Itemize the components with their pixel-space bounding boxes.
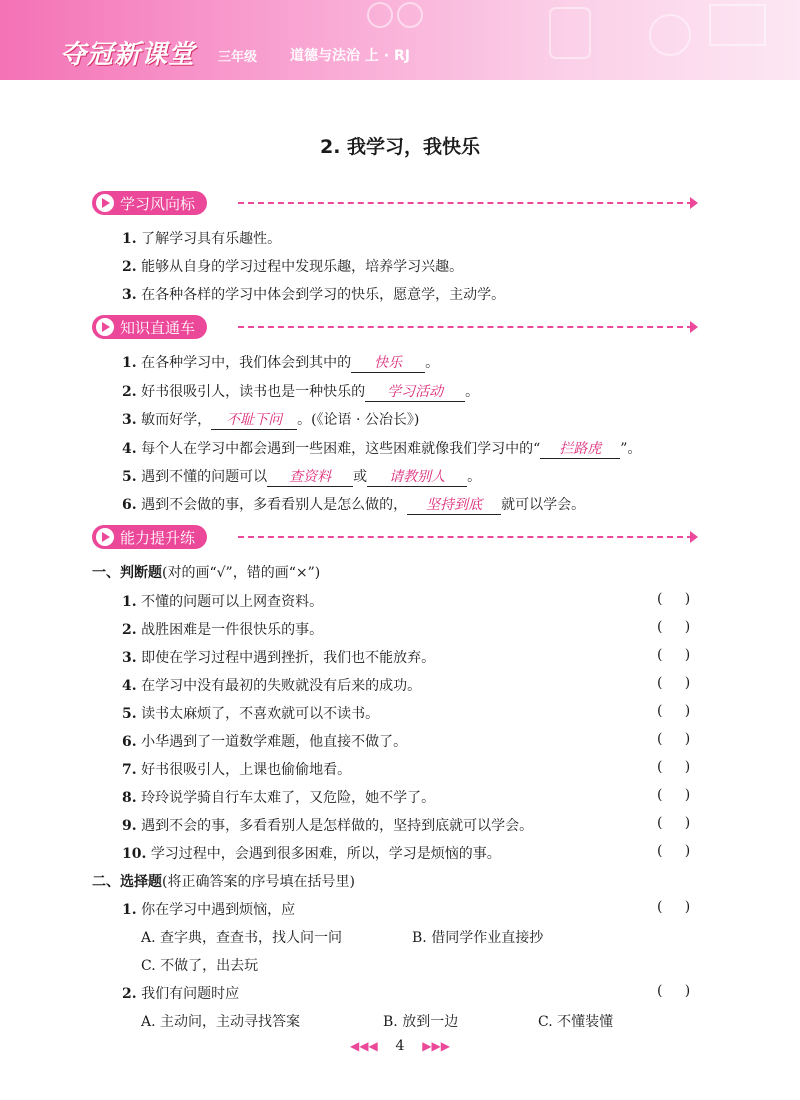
section-title: 知识直通车 (120, 318, 196, 337)
prev-arrows-icon: ◀◀◀ (350, 1039, 378, 1053)
answer-bracket[interactable]: ( ) (657, 815, 691, 831)
arrow-icon (690, 531, 698, 543)
section-title: 学习风向标 (120, 194, 196, 213)
section-header-goals (92, 190, 207, 216)
next-arrows-icon: ▶▶▶ (422, 1039, 450, 1053)
answer-blank[interactable]: 拦路虎 (540, 438, 620, 459)
dashed-divider (238, 202, 693, 204)
choice-option-a: A. 查字典，查查书，找人问一问 (141, 930, 343, 946)
choice-question: 1. 你在学习中遇到烦恼，应 (122, 902, 296, 918)
goal-item: 2. 能够从自身的学习过程中发现乐趣，培养学习兴趣。 (122, 259, 464, 275)
play-icon (96, 194, 114, 212)
section-header-practice (92, 524, 207, 550)
grade-label: 三年级 (218, 50, 258, 65)
decoration-icon (250, 0, 800, 80)
choice-option-b: B. 借同学作业直接抄 (412, 930, 544, 946)
answer-bracket[interactable]: ( ) (657, 899, 691, 915)
judge-item: 10. 学习过程中，会遇到很多困难，所以，学习是烦恼的事。 (122, 846, 501, 862)
page-footer (0, 1038, 800, 1054)
answer-bracket[interactable]: ( ) (657, 703, 691, 719)
brand-logo: 夺冠新课堂 (60, 40, 196, 70)
arrow-icon (690, 197, 698, 209)
knowledge-item: 5. 遇到不懂的问题可以 查资料 或 请教别人 。 (122, 466, 481, 487)
play-icon (96, 528, 114, 546)
section-header-knowledge (92, 314, 207, 340)
answer-bracket[interactable]: ( ) (657, 731, 691, 747)
judge-item: 3. 即使在学习过程中遇到挫折，我们也不能放弃。 (122, 650, 436, 666)
answer-blank[interactable]: 坚持到底 (407, 494, 501, 515)
judge-heading: 一、判断题(对的画“√”，错的画“×”) (92, 565, 321, 581)
answer-bracket[interactable]: ( ) (657, 647, 691, 663)
knowledge-item: 3. 敏而好学， 不耻下问 。(《论语 · 公冶长》) (122, 409, 419, 430)
judge-item: 8. 玲玲说学骑自行车太难了，又危险，她不学了。 (122, 790, 436, 806)
answer-bracket[interactable]: ( ) (657, 787, 691, 803)
answer-bracket[interactable]: ( ) (657, 759, 691, 775)
page-title: 2. 我学习，我快乐 (319, 136, 481, 158)
answer-bracket[interactable]: ( ) (657, 591, 691, 607)
arrow-icon (690, 321, 698, 333)
answer-bracket[interactable]: ( ) (657, 983, 691, 999)
page-number: 4 (395, 1038, 405, 1054)
answer-blank[interactable]: 查资料 (267, 466, 353, 487)
goal-item: 1. 了解学习具有乐趣性。 (122, 231, 282, 247)
judge-item: 2. 战胜困难是一件很快乐的事。 (122, 622, 324, 638)
answer-bracket[interactable]: ( ) (657, 843, 691, 859)
choice-question: 2. 我们有问题时应 (122, 986, 240, 1002)
knowledge-item: 2. 好书很吸引人，读书也是一种快乐的 学习活动 。 (122, 381, 479, 402)
knowledge-item: 4. 每个人在学习中都会遇到一些困难，这些困难就像我们学习中的“ 拦路虎 ”。 (122, 438, 641, 459)
play-icon (96, 318, 114, 336)
choice-option-c: C. 不做了，出去玩 (141, 958, 259, 974)
dashed-divider (238, 536, 693, 538)
choice-option-c: C. 不懂装懂 (538, 1014, 614, 1030)
answer-blank[interactable]: 不耻下问 (211, 409, 297, 430)
judge-item: 6. 小华遇到了一道数学难题，他直接不做了。 (122, 734, 408, 750)
answer-bracket[interactable]: ( ) (657, 675, 691, 691)
judge-item: 5. 读书太麻烦了，不喜欢就可以不读书。 (122, 706, 380, 722)
answer-blank[interactable]: 学习活动 (365, 381, 465, 402)
answer-blank[interactable]: 快乐 (351, 352, 425, 373)
choice-option-a: A. 主动问，主动寻找答案 (141, 1014, 301, 1030)
goal-item: 3. 在各种各样的学习中体会到学习的快乐，愿意学，主动学。 (122, 287, 506, 303)
judge-item: 9. 遇到不会的事，多看看别人是怎样做的，坚持到底就可以学会。 (122, 818, 534, 834)
section-title: 能力提升练 (120, 528, 196, 547)
knowledge-item: 1. 在各种学习中，我们体会到其中的 快乐 。 (122, 352, 439, 373)
dashed-divider (238, 326, 693, 328)
subject-label: 道德与法治 上 · RJ (290, 48, 410, 64)
choice-heading: 二、选择题(将正确答案的序号填在括号里) (92, 874, 355, 890)
answer-blank[interactable]: 请教别人 (367, 466, 467, 487)
judge-item: 7. 好书很吸引人，上课也偷偷地看。 (122, 762, 352, 778)
judge-item: 1. 不懂的问题可以上网查资料。 (122, 594, 324, 610)
judge-item: 4. 在学习中没有最初的失败就没有后来的成功。 (122, 678, 422, 694)
knowledge-item: 6. 遇到不会做的事，多看看别人是怎么做的， 坚持到底 就可以学会。 (122, 494, 585, 515)
choice-option-b: B. 放到一边 (383, 1014, 459, 1030)
header-banner (0, 0, 800, 80)
answer-bracket[interactable]: ( ) (657, 619, 691, 635)
